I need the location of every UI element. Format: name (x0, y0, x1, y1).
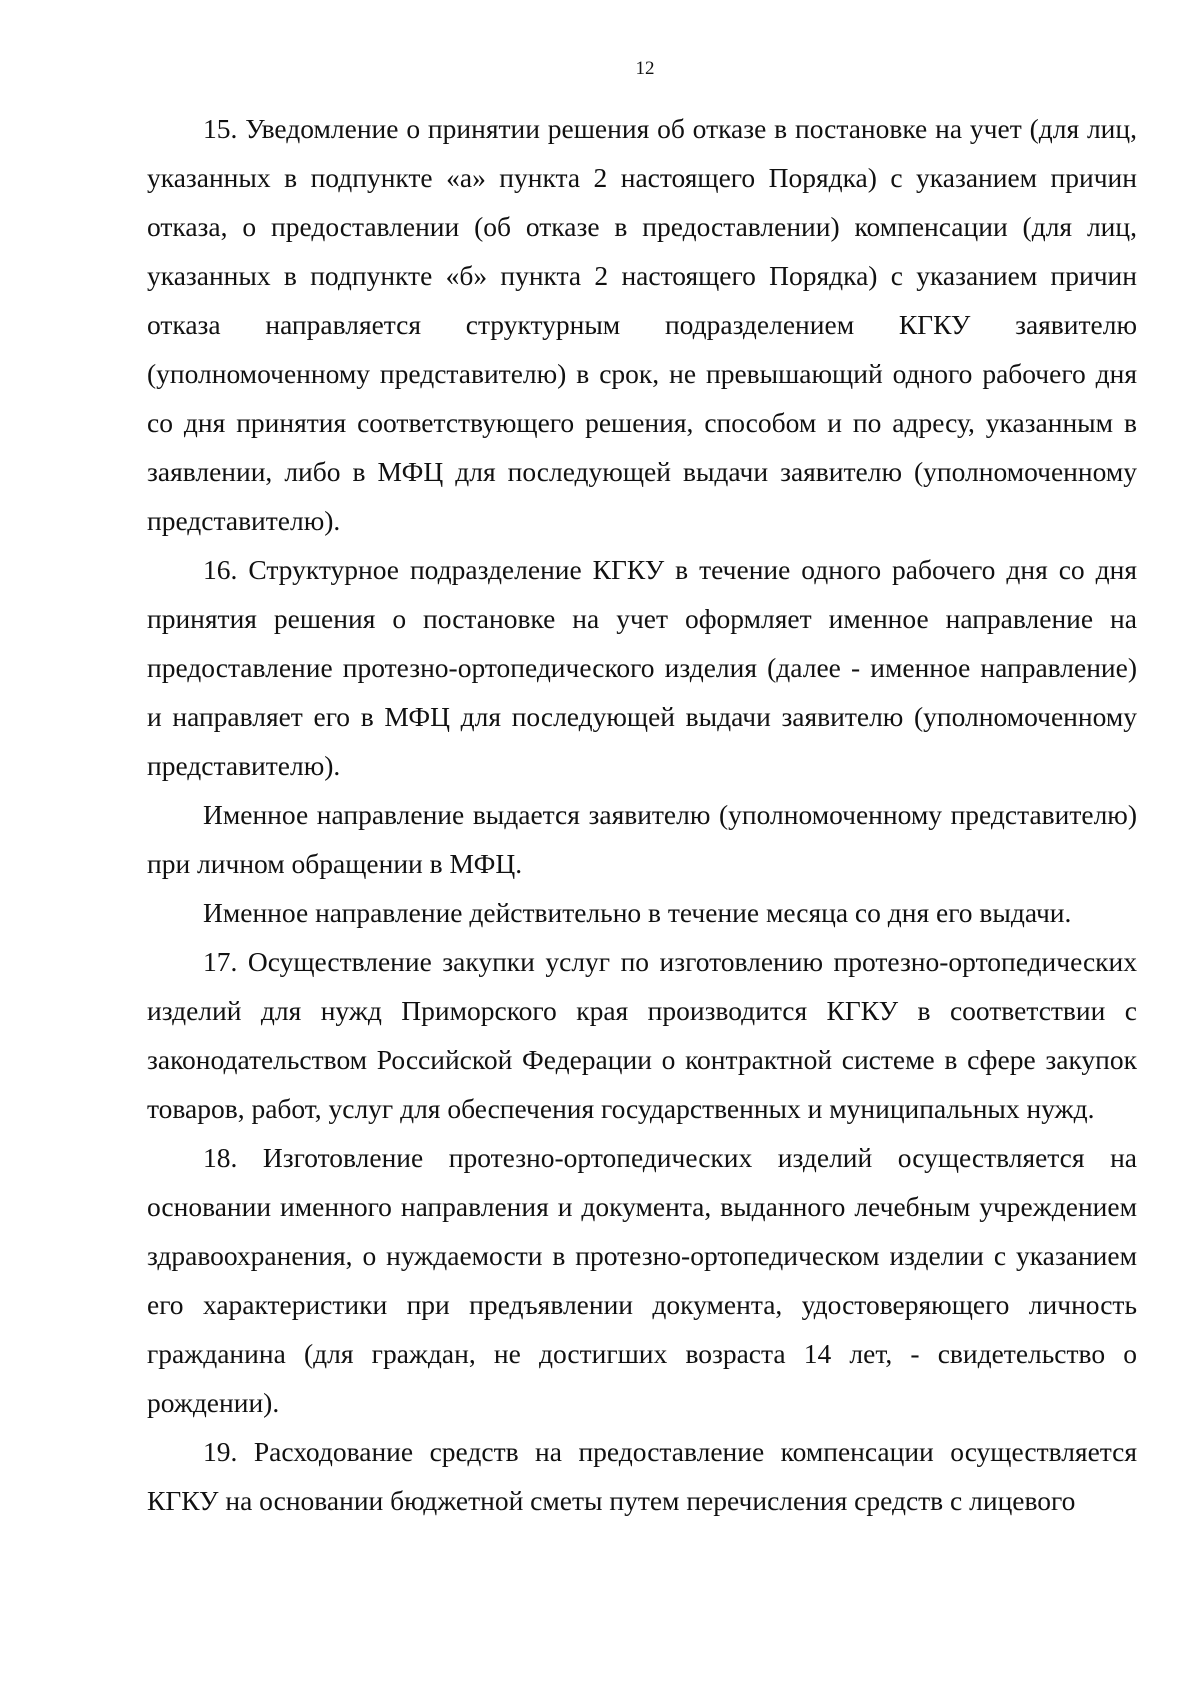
document-body (147, 104, 1137, 1525)
paragraph-17: 17. Осуществление закупки услуг по изготовлению протезно-ортопедических изделий для нужд Приморского края производится КГКУ в соответствии с законодательством Российской Федерации о контрактной системе в сфере закупок товаров, работ, услуг для обеспечения государственных и муниципальных нужд. (147, 946, 1137, 1124)
paragraph-16-issue: Именное направление выдается заявителю (уполномоченному представителю) при личном обращении в МФЦ. (147, 799, 1137, 879)
paragraph-19: 19. Расходование средств на предоставление компенсации осуществляется КГКУ на основании бюджетной сметы путем перечисления средств с лицевого (147, 1436, 1137, 1516)
paragraph-18: 18. Изготовление протезно-ортопедических изделий осуществляется на основании именного направления и документа, выданного лечебным учреждением здравоохранения, о нуждаемости в протезно-ортопедическом изделии с указанием его характеристики при предъявлении документа, удостоверяющего личность гражданина (для граждан, не достигших возраста 14 лет, - свидетельство о рождении). (147, 1142, 1137, 1418)
page-number: 12 (635, 58, 655, 79)
paragraph-15: 15. Уведомление о принятии решения об отказе в постановке на учет (для лиц, указанных в подпункте «а» пункта 2 настоящего Порядка) с указанием причин отказа, о предоставлении (об отказе в предоставлении) компенсации (для лиц, указанных в подпункте «б» пункта 2 настоящего Порядка) с указанием причин отказа направляется структурным подразделением КГКУ заявителю (уполномоченному представителю) в срок, не превышающий одного рабочего дня со дня принятия соответствующего решения, способом и по адресу, указанным в заявлении, либо в МФЦ для последующей выдачи заявителю (уполномоченному представителю). (147, 113, 1137, 536)
paragraph-16-validity: Именное направление действительно в течение месяца со дня его выдачи. (203, 897, 1072, 928)
paragraph-16: 16. Структурное подразделение КГКУ в течение одного рабочего дня со дня принятия решения о постановке на учет оформляет именное направление на предоставление протезно-ортопедического изделия (далее - именное направление) и направляет его в МФЦ для последующей выдачи заявителю (уполномоченному представителю). (147, 554, 1137, 781)
